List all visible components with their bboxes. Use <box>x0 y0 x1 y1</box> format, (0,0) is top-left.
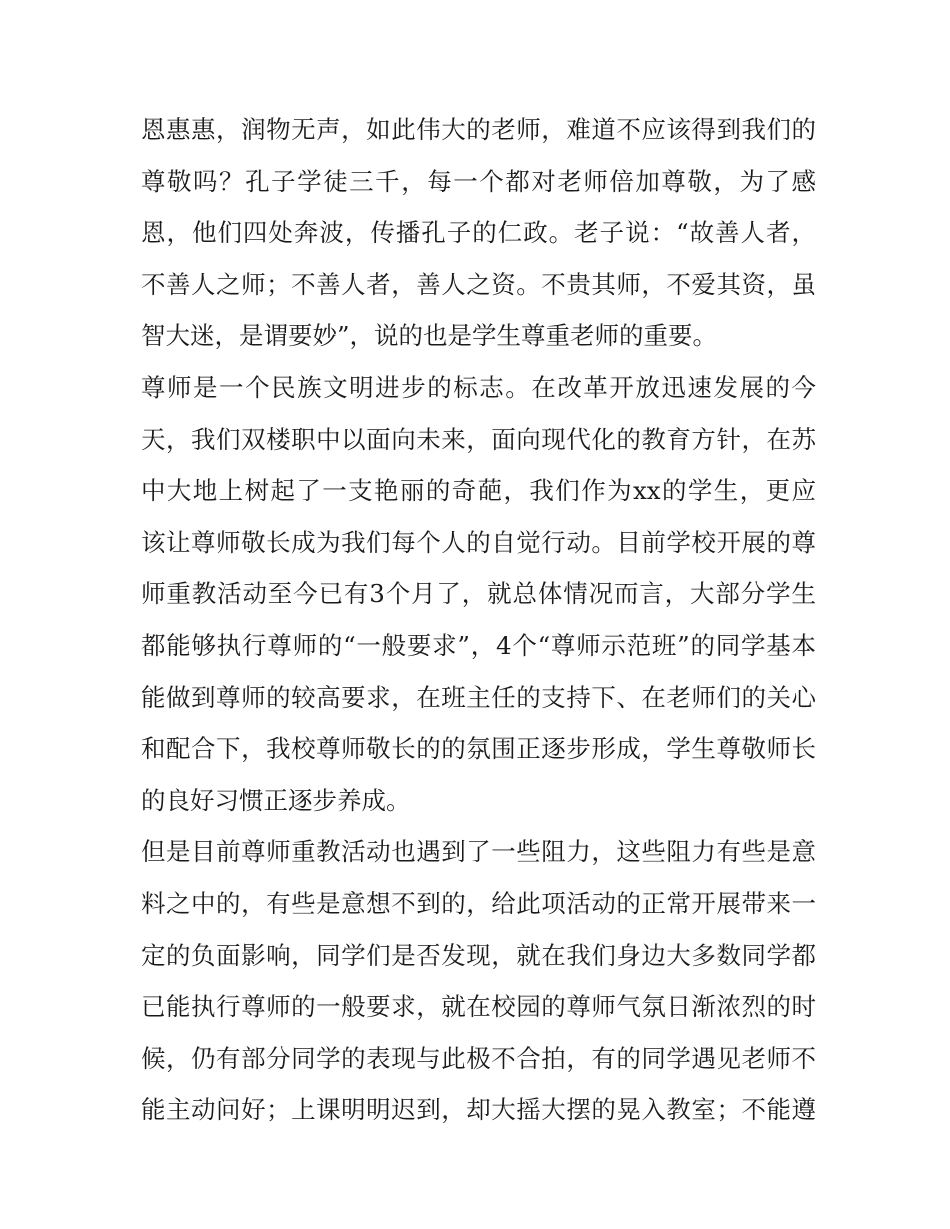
text-line: 但是目前尊师重教活动也遇到了一些阻力，这些阻力有些是意 <box>141 837 816 867</box>
text-line: 不善人之师；不善人者，善人之资。不贵其师，不爱其资，虽 <box>141 269 816 299</box>
text-line: 尊敬吗？孔子学徒三千，每一个都对老师倍加尊敬，为了感 <box>141 166 816 196</box>
text-line: 都能够执行尊师的“一般要求”，4个“尊师示范班”的同学基本 <box>141 630 816 660</box>
text-line: 能主动问好；上课明明迟到，却大摇大摆的晃入教室；不能遵 <box>141 1095 816 1125</box>
text-line: 尊师是一个民族文明进步的标志。在改革开放迅速发展的今 <box>141 372 816 402</box>
text-line: 已能执行尊师的一般要求，就在校园的尊师气氛日渐浓烈的时 <box>141 992 816 1022</box>
text-line: 师重教活动至今已有3个月了，就总体情况而言，大部分学生 <box>141 579 816 609</box>
paragraph-end-line: 智大迷，是谓要妙”，说的也是学生尊重老师的重要。 <box>141 321 718 351</box>
text-line: 天，我们双楼职中以面向未来，面向现代化的教育方针，在苏 <box>141 424 816 454</box>
body-text <box>141 104 816 1136</box>
text-line: 定的负面影响，同学们是否发现，就在我们身边大多数同学都 <box>141 940 816 970</box>
text-line: 恩，他们四处奔波，传播孔子的仁政。老子说：“故善人者， <box>141 218 816 248</box>
text-line: 候，仍有部分同学的表现与此极不合拍，有的同学遇见老师不 <box>141 1043 816 1073</box>
paragraph-end-line: 的良好习惯正逐步养成。 <box>141 785 411 815</box>
text-line: 料之中的，有些是意想不到的，给此项活动的正常开展带来一 <box>141 888 816 918</box>
text-line: 该让尊师敬长成为我们每个人的自觉行动。目前学校开展的尊 <box>141 527 816 557</box>
text-line: 能做到尊师的较高要求，在班主任的支持下、在老师们的关心 <box>141 682 816 712</box>
text-line: 中大地上树起了一支艳丽的奇葩，我们作为xx的学生，更应 <box>141 476 816 506</box>
text-line: 恩惠惠，润物无声，如此伟大的老师，难道不应该得到我们的 <box>141 115 816 144</box>
text-line: 和配合下，我校尊师敬长的的氛围正逐步形成，学生尊敬师长 <box>141 734 816 764</box>
